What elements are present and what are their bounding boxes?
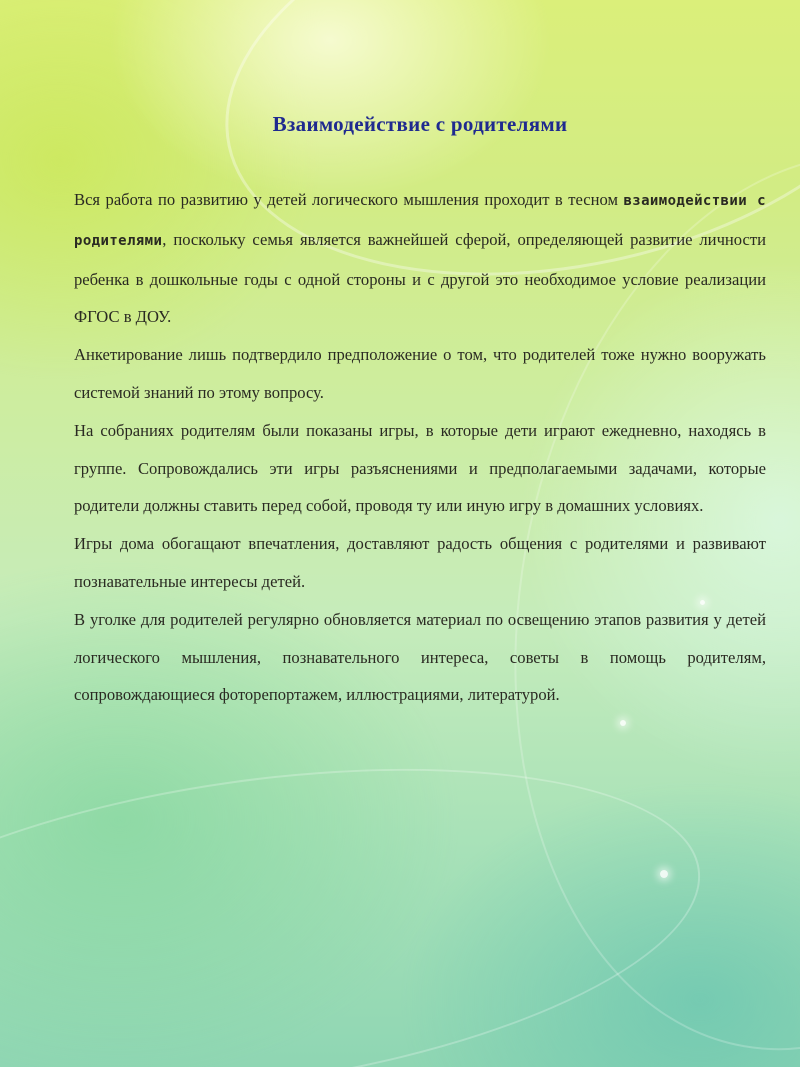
paragraph-intro-emphasis: взаимодействии с родителями bbox=[74, 193, 767, 249]
paragraph-survey: Анкетирование лишь подтвердило предположение о том, что родителей тоже нужно вооружать системой знаний по этому вопросу. bbox=[74, 345, 766, 402]
paragraph-intro-text-end: , поскольку семья является важнейшей сферой, определяющей развитие личности ребенка в дошкольные годы с одной стороны и с другой это необходимое условие реализации ФГОС в ДОУ. bbox=[74, 229, 766, 327]
page-title: Взаимодействие с родителями bbox=[272, 112, 568, 136]
background-light-streak bbox=[0, 719, 721, 1067]
paragraph-intro bbox=[74, 181, 766, 336]
document-body bbox=[74, 112, 766, 714]
paragraph-intro-text: Вся работа по развитию у детей логического мышления проходит в тесном bbox=[74, 190, 624, 209]
paragraph-meetings: На собраниях родителям были показаны игры, в которые дети играют ежедневно, находясь в группе. Сопровождались эти игры разъяснениями и предполагаемыми задачами, которые родители должны ставить перед собой, проводя ту или иную игру в домашних условиях. bbox=[74, 420, 766, 516]
paragraph-parents-corner: В уголке для родителей регулярно обновляется материал по освещению этапов развития у детей логического мышления, познавательного интереса, советы в помощь родителям, сопровождающиеся фоторепортажем, иллюстрациями, литературой. bbox=[74, 609, 766, 705]
paragraph-home-games: Игры дома обогащают впечатления, доставляют радость общения с родителями и развивают познавательные интересы детей. bbox=[74, 534, 766, 591]
background-sparkle bbox=[620, 720, 626, 726]
background-sparkle bbox=[660, 870, 668, 878]
